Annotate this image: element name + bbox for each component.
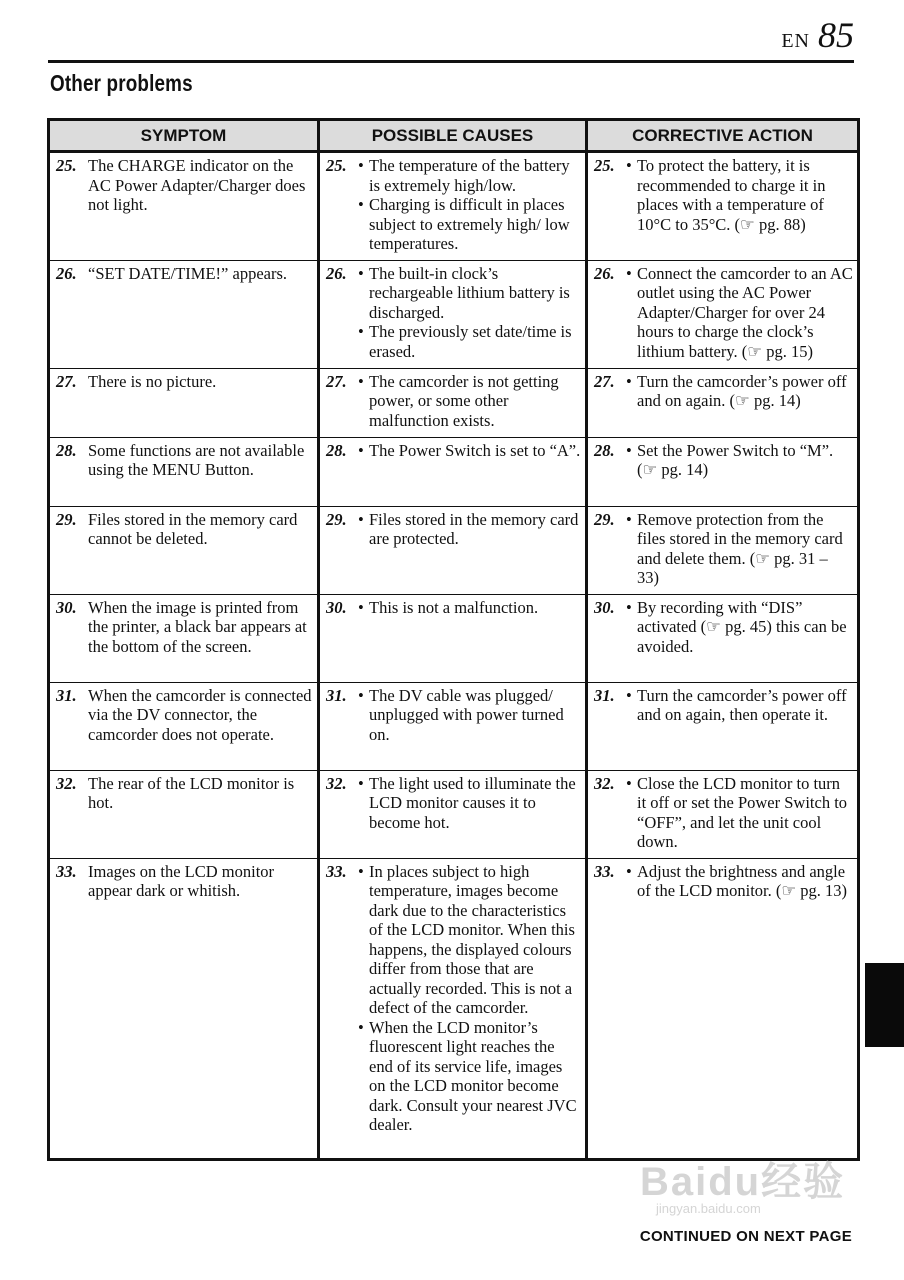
action-cell (587, 506, 859, 594)
table-row (49, 682, 859, 770)
causes-cell (319, 506, 587, 594)
continued-note: CONTINUED ON NEXT PAGE (639, 1228, 852, 1245)
section-title: Other problems (50, 70, 193, 96)
row-number: 32. (326, 773, 347, 793)
action-cell (587, 594, 859, 682)
row-number: 31. (56, 685, 77, 705)
symptom-cell (49, 260, 319, 368)
causes-cell (319, 770, 587, 858)
column-header-causes: POSSIBLE CAUSES (319, 120, 587, 152)
row-number: 27. (594, 371, 615, 391)
table-row (49, 770, 859, 858)
cause-text: The temperature of the battery is extremely high/low. (369, 156, 570, 195)
symptom-cell (49, 152, 319, 261)
action-cell (587, 770, 859, 858)
row-number: 25. (594, 156, 615, 175)
cause-text: The Power Switch is set to “A”. (369, 440, 581, 460)
causes-cell (319, 594, 587, 682)
row-number: 30. (594, 597, 615, 617)
table-row (49, 858, 859, 1159)
bullet-icon: • (358, 1017, 364, 1037)
bullet-icon: • (626, 861, 632, 881)
row-number: 33. (56, 861, 77, 881)
symptom-text: Files stored in the memory card cannot be deleted. (88, 509, 298, 548)
bullet-icon: • (358, 509, 364, 529)
symptom-cell (49, 506, 319, 594)
symptom-text: When the image is printed from the printer, a black bar appears at the bottom of the screen. (88, 597, 307, 656)
cause-text: This is not a malfunction. (369, 597, 539, 617)
row-number: 26. (56, 263, 77, 283)
table-header-row (49, 120, 859, 152)
bullet-icon: • (626, 440, 632, 460)
causes-cell (319, 682, 587, 770)
table-body (49, 152, 859, 1160)
symptom-text: Some functions are not available using the MENU Button. (88, 440, 305, 479)
cause-text: The previously set date/time is erased. (369, 322, 572, 361)
row-number: 29. (594, 509, 615, 529)
cause-text: The camcorder is not getting power, or some other malfunction exists. (369, 371, 559, 430)
symptom-text: There is no picture. (88, 371, 217, 391)
row-number: 26. (594, 263, 615, 283)
cause-text: When the LCD monitor’s fluorescent light reaches the end of its service life, images on the LCD monitor become dark. Consult your nearest JVC dealer. (369, 1017, 577, 1134)
action-text: To protect the battery, it is recommended to charge it in places with a temperature of 10°C to 35°C. (☞ pg. 88) (637, 156, 826, 234)
bullet-icon: • (358, 263, 364, 283)
action-cell (587, 858, 859, 1159)
causes-cell (319, 437, 587, 506)
chapter-thumb-tab (865, 963, 904, 1047)
symptom-cell (49, 594, 319, 682)
watermark (640, 1150, 845, 1216)
action-cell (587, 682, 859, 770)
bullet-icon: • (626, 597, 632, 617)
bullet-icon: • (358, 322, 364, 341)
symptom-text: When the camcorder is connected via the DV connector, the camcorder does not operate. (88, 685, 312, 744)
column-header-action: CORRECTIVE ACTION (587, 120, 859, 152)
cause-text: Charging is difficult in places subject to extremely high/ low temperatures. (369, 195, 570, 253)
row-number: 29. (326, 509, 347, 529)
table-row (49, 594, 859, 682)
bullet-icon: • (626, 263, 632, 283)
cause-text: The light used to illuminate the LCD monitor causes it to become hot. (369, 773, 576, 832)
cause-text: Files stored in the memory card are protected. (369, 509, 579, 548)
cause-text: The built-in clock’s rechargeable lithium battery is discharged. (369, 263, 570, 322)
page-number: 85 (818, 15, 854, 55)
row-number: 27. (326, 371, 347, 391)
bullet-icon: • (358, 773, 364, 793)
action-text: By recording with “DIS” activated (☞ pg. 45) this can be avoided. (637, 597, 847, 656)
row-number: 28. (594, 440, 615, 460)
symptom-cell (49, 368, 319, 437)
bullet-icon: • (358, 440, 364, 460)
row-number: 25. (326, 156, 347, 175)
row-number: 26. (326, 263, 347, 283)
row-number: 29. (56, 509, 77, 529)
symptom-cell (49, 682, 319, 770)
bullet-icon: • (358, 195, 364, 214)
row-number: 33. (594, 861, 615, 881)
bullet-icon: • (358, 156, 364, 175)
row-number: 33. (326, 861, 347, 881)
action-text: Turn the camcorder’s power off and on again, then operate it. (637, 685, 847, 724)
row-number: 28. (56, 440, 77, 460)
table-row (49, 506, 859, 594)
symptom-cell (49, 858, 319, 1159)
row-number: 28. (326, 440, 347, 460)
bullet-icon: • (626, 773, 632, 793)
table-row (49, 437, 859, 506)
action-cell (587, 152, 859, 261)
symptom-cell (49, 770, 319, 858)
causes-cell (319, 368, 587, 437)
watermark-url: jingyan.baidu.com (656, 1201, 761, 1216)
action-text: Close the LCD monitor to turn it off or set the Power Switch to “OFF”, and let the unit cool down. (637, 773, 848, 851)
cause-text: In places subject to high temperature, images become dark due to the characteristics of the LCD monitor. When this happens, the displayed colours differ from those that are actually recorded. This is not a defect of the camcorder. (369, 861, 575, 1017)
header-rule (48, 60, 854, 63)
bullet-icon: • (626, 371, 632, 391)
bullet-icon: • (358, 685, 364, 705)
action-text: Connect the camcorder to an AC outlet using the AC Power Adapter/Charger for over 24 hours to charge the clock’s lithium battery. (☞ pg. 15) (637, 263, 853, 361)
action-cell (587, 368, 859, 437)
symptom-cell (49, 437, 319, 506)
action-cell (587, 437, 859, 506)
troubleshooting-table-container (47, 118, 857, 1161)
table-row (49, 368, 859, 437)
row-number: 31. (594, 685, 615, 705)
symptom-text: “SET DATE/TIME!” appears. (88, 263, 288, 283)
row-number: 32. (56, 773, 77, 793)
action-text: Turn the camcorder’s power off and on again. (☞ pg. 14) (637, 371, 847, 410)
bullet-icon: • (626, 156, 632, 175)
action-text: Adjust the brightness and angle of the LCD monitor. (☞ pg. 13) (637, 861, 848, 900)
cause-text: The DV cable was plugged/ unplugged with power turned on. (369, 685, 564, 744)
row-number: 32. (594, 773, 615, 793)
causes-cell (319, 260, 587, 368)
language-code: EN (781, 30, 810, 52)
row-number: 25. (56, 156, 77, 175)
row-number: 30. (56, 597, 77, 617)
symptom-text: Images on the LCD monitor appear dark or whitish. (88, 861, 275, 900)
column-header-symptom: SYMPTOM (49, 120, 319, 152)
symptom-text: The CHARGE indicator on the AC Power Adapter/Charger does not light. (88, 156, 306, 214)
row-number: 31. (326, 685, 347, 705)
table-row (49, 152, 859, 261)
symptom-text: The rear of the LCD monitor is hot. (88, 773, 295, 812)
action-text: Remove protection from the files stored in the memory card and delete them. (☞ pg. 31 – 33) (637, 509, 843, 587)
row-number: 27. (56, 371, 77, 391)
bullet-icon: • (626, 509, 632, 529)
page-header (781, 14, 854, 56)
causes-cell (319, 858, 587, 1159)
troubleshooting-table (47, 118, 860, 1161)
table-row (49, 260, 859, 368)
bullet-icon: • (358, 371, 364, 391)
bullet-icon: • (358, 597, 364, 617)
watermark-logo: Baidu经验 (640, 1160, 846, 1204)
bullet-icon: • (358, 861, 364, 881)
bullet-icon: • (626, 685, 632, 705)
action-text: Set the Power Switch to “M”. (☞ pg. 14) (637, 440, 834, 479)
causes-cell (319, 152, 587, 261)
action-cell (587, 260, 859, 368)
row-number: 30. (326, 597, 347, 617)
